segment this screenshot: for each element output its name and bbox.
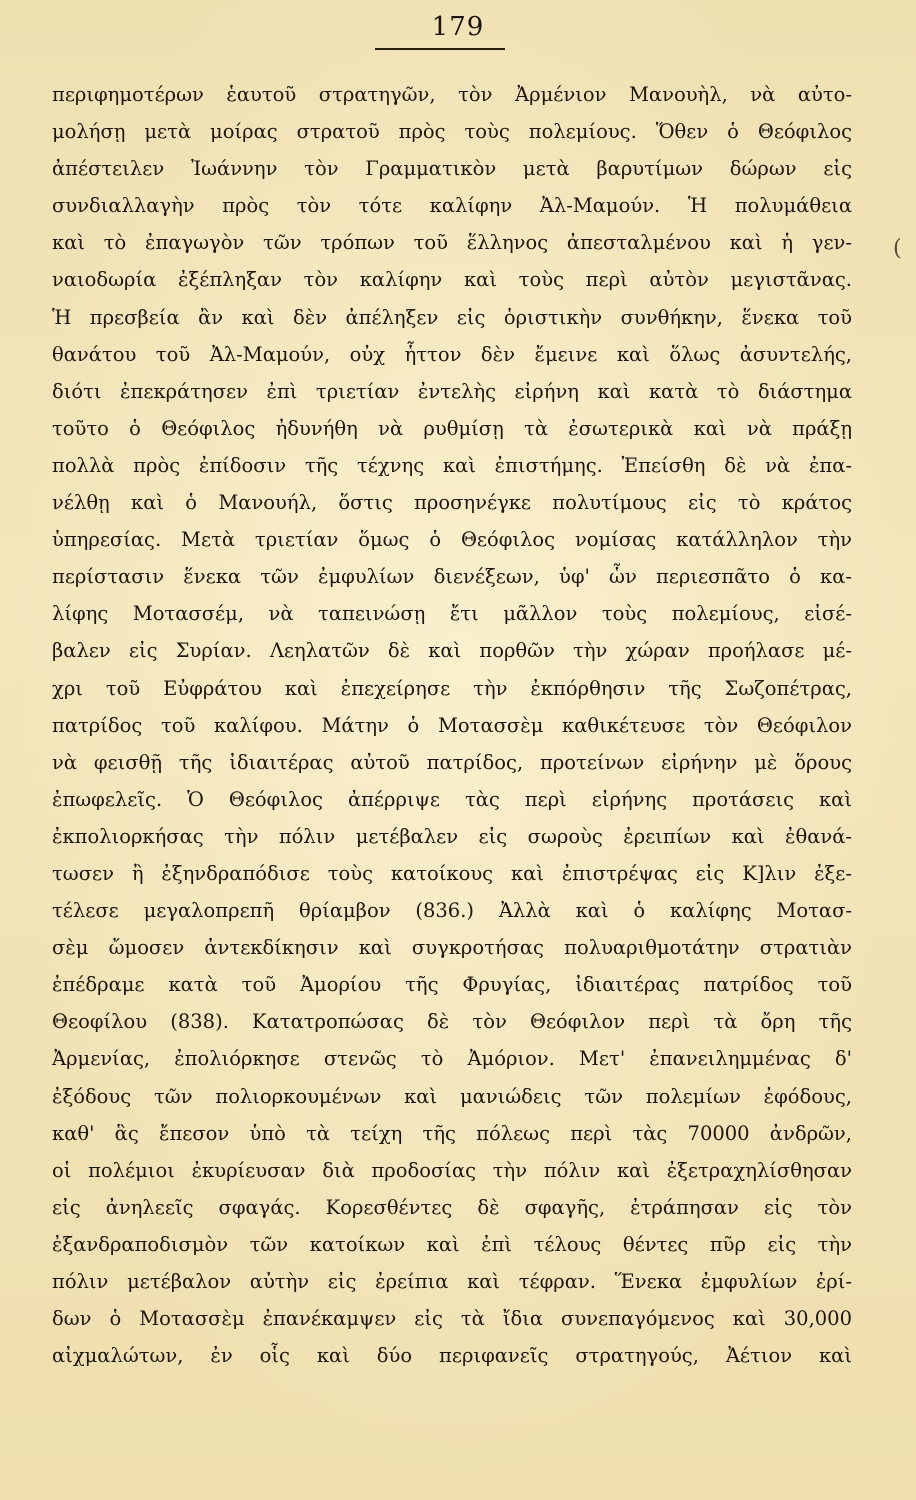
text-line: καὶ τὸ ἐπαγωγὸν τῶν τρόπων τοῦ ἕλληνος ἀπεσταλμένου καὶ ἡ γεν- — [52, 231, 852, 255]
header-rule — [375, 48, 505, 50]
text-line: ὑπηρεσίας. Μετὰ τριετίαν ὅμως ὁ Θεόφιλος νομίσας κατάλληλον τὴν — [52, 528, 852, 552]
text-line: ἐπωφελεῖς. Ὁ Θεόφιλος ἀπέρριψε τὰς περὶ εἰρήνης προτάσεις καὶ — [52, 787, 852, 811]
text-line: ἐξανδραποδισμὸν τῶν κατοίκων καὶ ἐπὶ τέλους θέντες πῦρ εἰς τὴν — [52, 1232, 852, 1256]
text-line: δων ὁ Μοτασσὲμ ἐπανέκαμψεν εἰς τὰ ἴδια συνεπαγόμενος καὶ 30,000 — [52, 1307, 852, 1331]
text-line: πατρίδος τοῦ καλίφου. Μάτην ὁ Μοτασσὲμ καθικέτευσε τὸν Θεόφιλον — [52, 713, 852, 737]
text-line: νὰ φεισθῇ τῆς ἰδιαιτέρας αὐτοῦ πατρίδος, προτείνων εἰρήνην μὲ ὅρους — [52, 750, 852, 774]
text-line: καθ' ἃς ἔπεσον ὑπὸ τὰ τείχη τῆς πόλεως περὶ τὰς 70000 ἀνδρῶν, — [52, 1121, 852, 1145]
text-line: ἀπέστειλεν Ἰωάννην τὸν Γραμματικὸν μετὰ βαρυτίμων δώρων εἰς — [52, 157, 852, 181]
text-line: βαλεν εἰς Συρίαν. Λεηλατῶν δὲ καὶ πορθῶν τὴν χώραν προήλασε μέ- — [52, 639, 852, 663]
text-line: χρι τοῦ Εὐφράτου καὶ ἐπεχείρησε τὴν ἐκπόρθησιν τῆς Σωζοπέτρας, — [52, 676, 852, 700]
text-line: μολήσῃ μετὰ μοίρας στρατοῦ πρὸς τοὺς πολεμίους. Ὅθεν ὁ Θεόφιλος — [52, 120, 852, 144]
text-line: νέλθῃ καὶ ὁ Μανουήλ, ὅστις προσηνέγκε πολυτίμους εἰς τὸ κράτος — [52, 491, 852, 515]
text-line: Ἡ πρεσβεία ἂν καὶ δὲν ἀπέληξεν εἰς ὁριστικὴν συνθήκην, ἕνεκα τοῦ — [52, 305, 852, 329]
text-line: Θεοφίλου (838). Κατατροπώσας δὲ τὸν Θεόφιλον περὶ τὰ ὄρη τῆς — [52, 1010, 852, 1034]
text-line: ἐξόδους τῶν πολιορκουμένων καὶ μανιώδεις τῶν πολεμίων ἐφόδους, — [52, 1084, 852, 1108]
text-line: σὲμ ὤμοσεν ἀντεκδίκησιν καὶ συγκροτήσας πολυαριθμοτάτην στρατιὰν — [52, 936, 852, 960]
text-line: περίστασιν ἕνεκα τῶν ἐμφυλίων διενέξεων, ὑφ' ὧν περιεσπᾶτο ὁ κα- — [52, 565, 852, 589]
text-body — [52, 76, 852, 1374]
text-line: λίφης Μοτασσέμ, νὰ ταπεινώσῃ ἔτι μᾶλλον τοὺς πολεμίους, εἰσέ- — [52, 602, 852, 626]
text-line: τέλεσε μεγαλοπρεπῆ θρίαμβον (836.) Ἀλλὰ καὶ ὁ καλίφης Μοτασ- — [52, 899, 852, 923]
text-line: θανάτου τοῦ Ἀλ-Μαμούν, οὐχ ἧττον δὲν ἔμεινε καὶ ὅλως ἀσυντελής, — [52, 342, 852, 366]
text-line: οἱ πολέμιοι ἐκυρίευσαν διὰ προδοσίας τὴν πόλιν καὶ ἐξετραχηλίσθησαν — [52, 1158, 852, 1182]
text-line: ναιοδωρία ἐξέπληξαν τὸν καλίφην καὶ τοὺς περὶ αὐτὸν μεγιστᾶνας. — [52, 268, 852, 292]
text-line: πόλιν μετέβαλον αὐτὴν εἰς ἐρείπια καὶ τέφραν. Ἕνεκα ἐμφυλίων ἐρί- — [52, 1270, 852, 1293]
page-number: 179 — [431, 12, 485, 42]
text-line: Ἀρμενίας, ἐπολιόρκησε στενῶς τὸ Ἀμόριον. Μετ' ἐπανειλημμένας δ' — [52, 1047, 852, 1071]
text-line: ἐπέδραμε κατὰ τοῦ Ἀμορίου τῆς Φρυγίας, ἰδιαιτέρας πατρίδος τοῦ — [52, 973, 852, 997]
text-line: εἰς ἀνηλεεῖς σφαγάς. Κορεσθέντες δὲ σφαγῆς, ἐτράπησαν εἰς τὸν — [52, 1195, 852, 1219]
text-line: πολλὰ πρὸς ἐπίδοσιν τῆς τέχνης καὶ ἐπιστήμης. Ἐπείσθη δὲ νὰ ἐπα- — [52, 453, 852, 477]
text-line: διότι ἐπεκράτησεν ἐπὶ τριετίαν ἐντελὴς εἰρήνη καὶ κατὰ τὸ διάστημα — [52, 379, 852, 403]
text-line: περιφημοτέρων ἑαυτοῦ στρατηγῶν, τὸν Ἀρμένιον Μανουὴλ, νὰ αὐτο- — [52, 83, 852, 106]
text-line: τωσεν ἢ ἐξηνδραπόδισε τοὺς κατοίκους καὶ ἐπιστρέψας εἰς Κ]λιν ἐξε- — [52, 861, 852, 885]
margin-mark: ( — [893, 236, 902, 261]
text-line: τοῦτο ὁ Θεόφιλος ἠδυνήθη νὰ ρυθμίσῃ τὰ ἐσωτερικὰ καὶ νὰ πράξῃ — [52, 416, 852, 440]
text-line: συνδιαλλαγὴν πρὸς τὸν τότε καλίφην Ἀλ-Μαμούν. Ἡ πολυμάθεια — [52, 194, 852, 218]
text-line: αἰχμαλώτων, ἐν οἷς καὶ δύο περιφανεῖς στρατηγούς, Ἀέτιον καὶ — [52, 1344, 852, 1368]
text-line: ἐκπολιορκήσας τὴν πόλιν μετέβαλεν εἰς σωροὺς ἐρειπίων καὶ ἐθανά- — [52, 824, 852, 848]
